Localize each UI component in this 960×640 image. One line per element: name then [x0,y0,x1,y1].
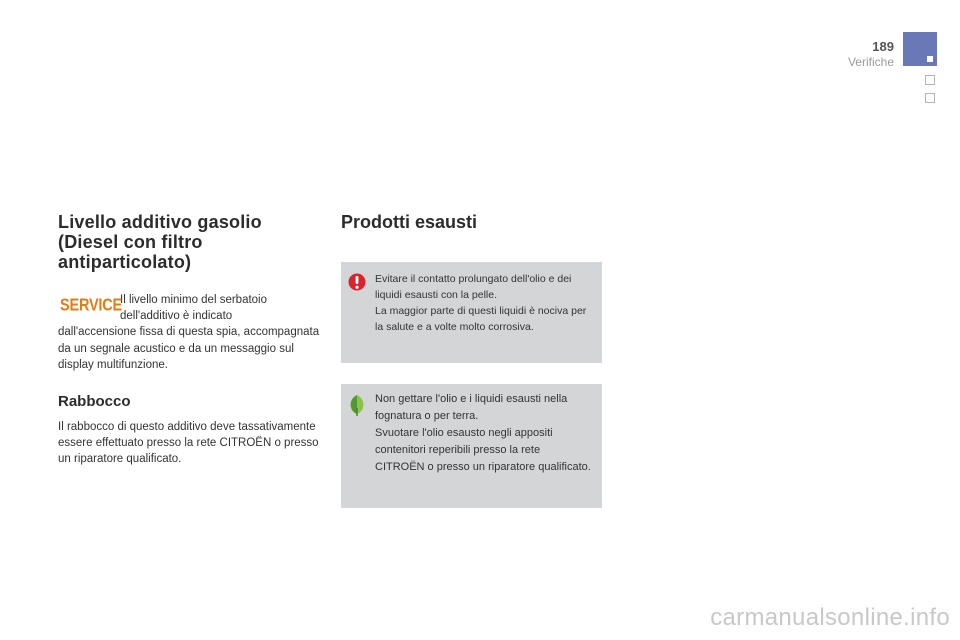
warning-text-line1: Evitare il contatto prolungato dell'olio e dei liquidi esausti con la pelle. [375,273,572,301]
section-tab-active[interactable] [903,32,937,66]
watermark[interactable]: carmanualsonline.info [710,604,950,631]
service-icon-label: SERVICE [60,296,122,316]
service-warning-icon [60,294,122,320]
section-tab-empty-1[interactable] [925,75,935,85]
right-column [341,212,602,473]
warning-text [375,271,592,335]
left-column [58,212,320,468]
section-name: Verifiche [847,55,894,69]
warning-exclamation-icon [347,272,367,294]
eco-text-line2: Svuotare l'olio esausto negli appositi contenitori reperibili presso la rete CITROËN o presso un riparatore qualificato. [375,427,591,473]
section-tab-empty-2[interactable] [925,93,935,103]
additive-title: Livello additivo gasolio (Diesel con filtro antiparticolato) [58,212,262,272]
page-number: 189 [872,39,894,54]
eco-text-line1: Non gettare l'olio e i liquidi esausti nella fognatura o per terra. [375,393,568,422]
service-text-rest: dall'accensione fissa di questa spia, accompagnata da un segnale acustico e da un messaggio sul display multifunzione. [58,326,320,371]
eco-leaf-icon [347,394,367,416]
waste-title: Prodotti esausti [341,212,478,232]
warning-text-line2: La maggior parte di questi liquidi è nociva per la salute e a volte molto corrosiva. [375,305,587,333]
eco-box [341,384,602,508]
eco-text [375,391,592,476]
service-text-first: Il livello minimo del serbatoio dell'additivo è indicato [120,294,268,323]
rabbocco-text: Il rabbocco di questo additivo deve tassativamente essere effettuato presso la rete CITROËN o presso un riparatore qualificato. [58,421,319,466]
warning-box [341,262,602,363]
tab-marker [927,56,933,62]
service-block [58,292,320,373]
rabbocco-subtitle: Rabbocco [58,393,131,411]
